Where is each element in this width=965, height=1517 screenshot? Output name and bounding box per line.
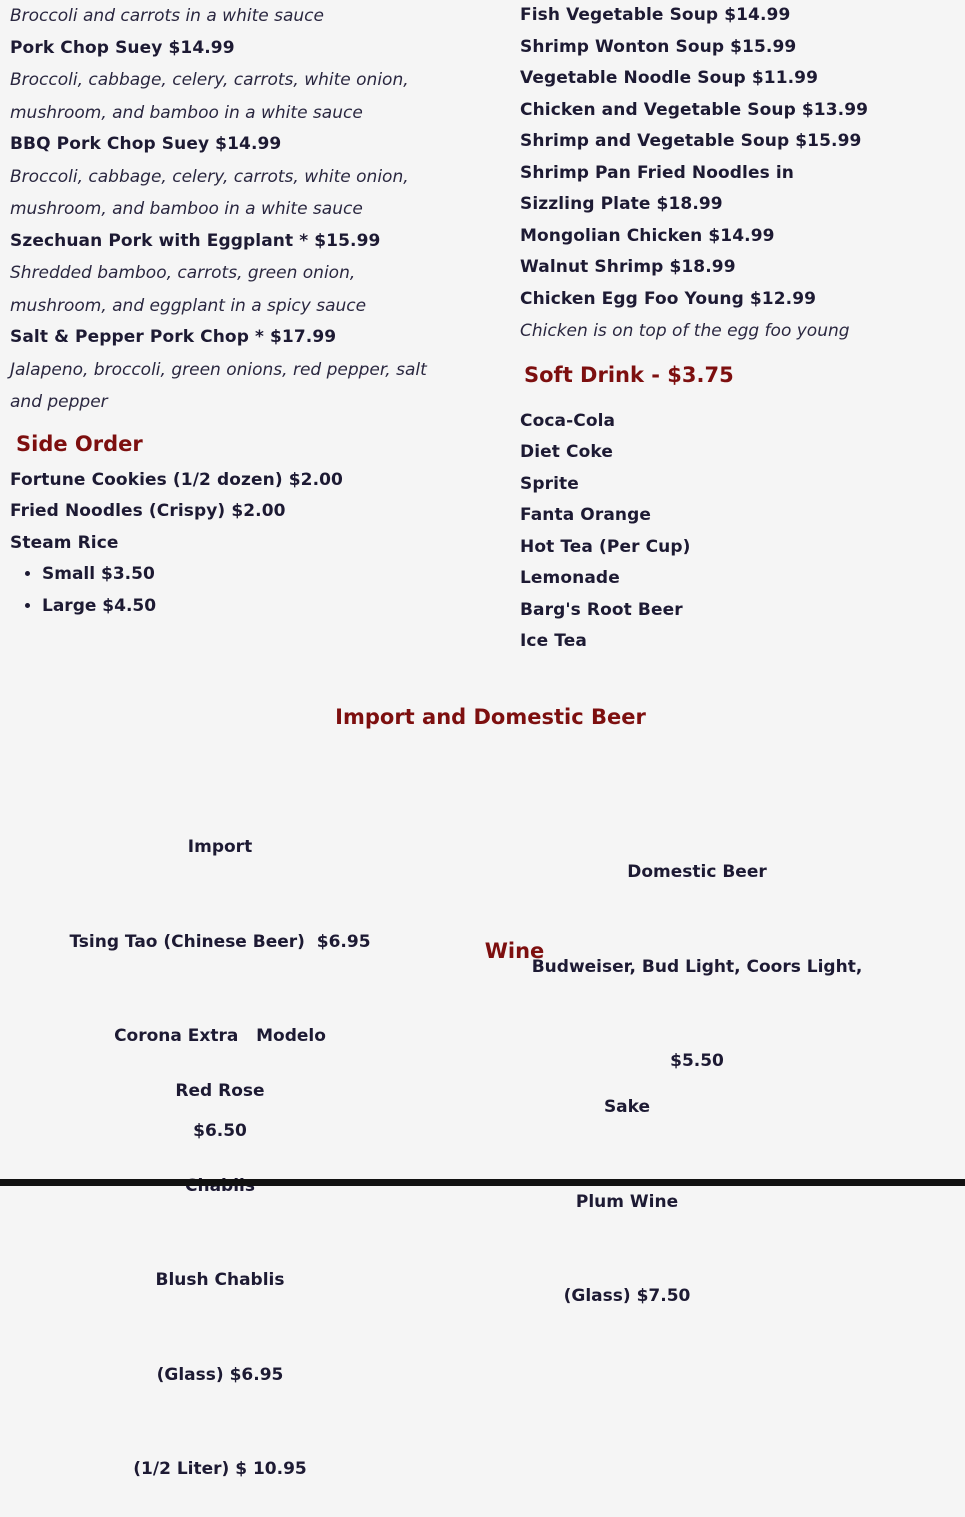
- menu-item-description: Shredded bamboo, carrots, green onion,: [10, 263, 356, 283]
- menu-item-description: Jalapeno, broccoli, green onions, red pepper, salt: [10, 359, 427, 380]
- import-beer-line: Tsing Tao (Chinese Beer) $6.95: [69, 931, 371, 952]
- menu-item: Salt & Pepper Pork Chop * $17.99: [10, 327, 337, 347]
- rice-size-item: • Small $3.50: [42, 559, 450, 591]
- soft-drink-item: Ice Tea: [520, 631, 587, 651]
- wine-line: [30, 1171, 410, 1203]
- side-order-item: Fried Noodles (Crispy) $2.00: [10, 501, 286, 521]
- soft-drink-heading: Soft Drink - $3.75: [524, 362, 734, 387]
- side-order-heading: Side Order: [16, 431, 143, 456]
- wine-left-block: [30, 1013, 410, 1517]
- domestic-beer-line: Budweiser, Bud Light, Coors Light,: [531, 956, 863, 977]
- side-order-item: Steam Rice: [10, 532, 119, 553]
- side-order-list: [10, 465, 450, 623]
- menu-item: BBQ Pork Chop Suey $14.99: [10, 134, 282, 154]
- soft-drink-item: Sprite: [520, 473, 579, 494]
- wine-line: (1/2 Liter) $ 10.95: [133, 1459, 307, 1479]
- menu-item-description: and pepper: [10, 392, 108, 412]
- import-beer-line: Import: [187, 837, 253, 857]
- menu-item: Sizzling Plate $18.99: [520, 194, 723, 214]
- side-order-item: Fortune Cookies (1/2 dozen) $2.00: [10, 469, 343, 490]
- menu-item: Vegetable Noodle Soup $11.99: [520, 68, 819, 88]
- menu-item: Shrimp and Vegetable Soup $15.99: [520, 131, 862, 151]
- soft-drink-item: Coca-Cola: [520, 410, 616, 431]
- soft-drink-item: Barg's Root Beer: [520, 599, 683, 620]
- right-top-items: [520, 0, 960, 348]
- menu-item: Shrimp Pan Fried Noodles in: [520, 162, 794, 183]
- soft-drink-list: [520, 406, 960, 658]
- bottom-divider: [0, 1179, 965, 1186]
- menu-item-description: Broccoli, cabbage, celery, carrots, white onion,: [10, 70, 409, 90]
- menu-item-description: mushroom, and bamboo in a white sauce: [10, 102, 363, 123]
- menu-item: Shrimp Wonton Soup $15.99: [520, 36, 797, 57]
- menu-item: Szechuan Pork with Eggplant * $15.99: [10, 230, 381, 251]
- domestic-beer-line: $5.50: [670, 1051, 724, 1071]
- domestic-beer-line: Domestic Beer: [627, 862, 767, 882]
- menu-item: Chicken Egg Foo Young $12.99: [520, 288, 817, 309]
- right-menu-column: [520, 0, 960, 658]
- wine-line: Red Rose: [175, 1081, 265, 1101]
- beer-heading: Import and Domestic Beer: [335, 705, 646, 729]
- import-beer-line: Corona Extra Modelo: [114, 1026, 326, 1046]
- rice-size-item: • Large $4.50: [42, 591, 450, 623]
- menu-item-description: Broccoli and carrots in a white sauce: [10, 6, 324, 26]
- left-menu-column: [10, 0, 450, 622]
- soft-drink-item: Lemonade: [520, 568, 620, 588]
- soft-drink-item: Fanta Orange: [520, 505, 652, 525]
- import-beer-line: $6.50: [193, 1120, 247, 1141]
- menu-item: Walnut Shrimp $18.99: [520, 257, 736, 277]
- menu-item: Chicken and Vegetable Soup $13.99: [520, 99, 869, 120]
- soft-drink-item: Hot Tea (Per Cup): [520, 536, 691, 557]
- wine-line: (Glass) $6.95: [156, 1364, 284, 1385]
- menu-item: Fish Vegetable Soup $14.99: [520, 5, 791, 25]
- menu-item-description: Broccoli, cabbage, celery, carrots, white onion,: [10, 166, 409, 187]
- menu-item-description: mushroom, and eggplant in a spicy sauce: [10, 295, 367, 316]
- menu-item: Pork Chop Suey $14.99: [10, 37, 235, 58]
- wine-right-block: [437, 1029, 817, 1344]
- menu-item-description: Chicken is on top of the egg foo young: [520, 321, 850, 341]
- wine-heading: Wine: [484, 939, 545, 963]
- menu-item: Mongolian Chicken $14.99: [520, 225, 775, 246]
- wine-line: Plum Wine: [575, 1191, 679, 1212]
- menu-item-description: mushroom, and bamboo in a white sauce: [10, 199, 363, 219]
- wine-line: (Glass) $7.50: [563, 1286, 691, 1306]
- soft-drink-item: Diet Coke: [520, 442, 613, 462]
- left-top-items: [10, 0, 450, 419]
- rice-size-list: [10, 559, 450, 622]
- wine-line: Blush Chablis: [155, 1270, 285, 1290]
- wine-line: Sake: [603, 1097, 651, 1117]
